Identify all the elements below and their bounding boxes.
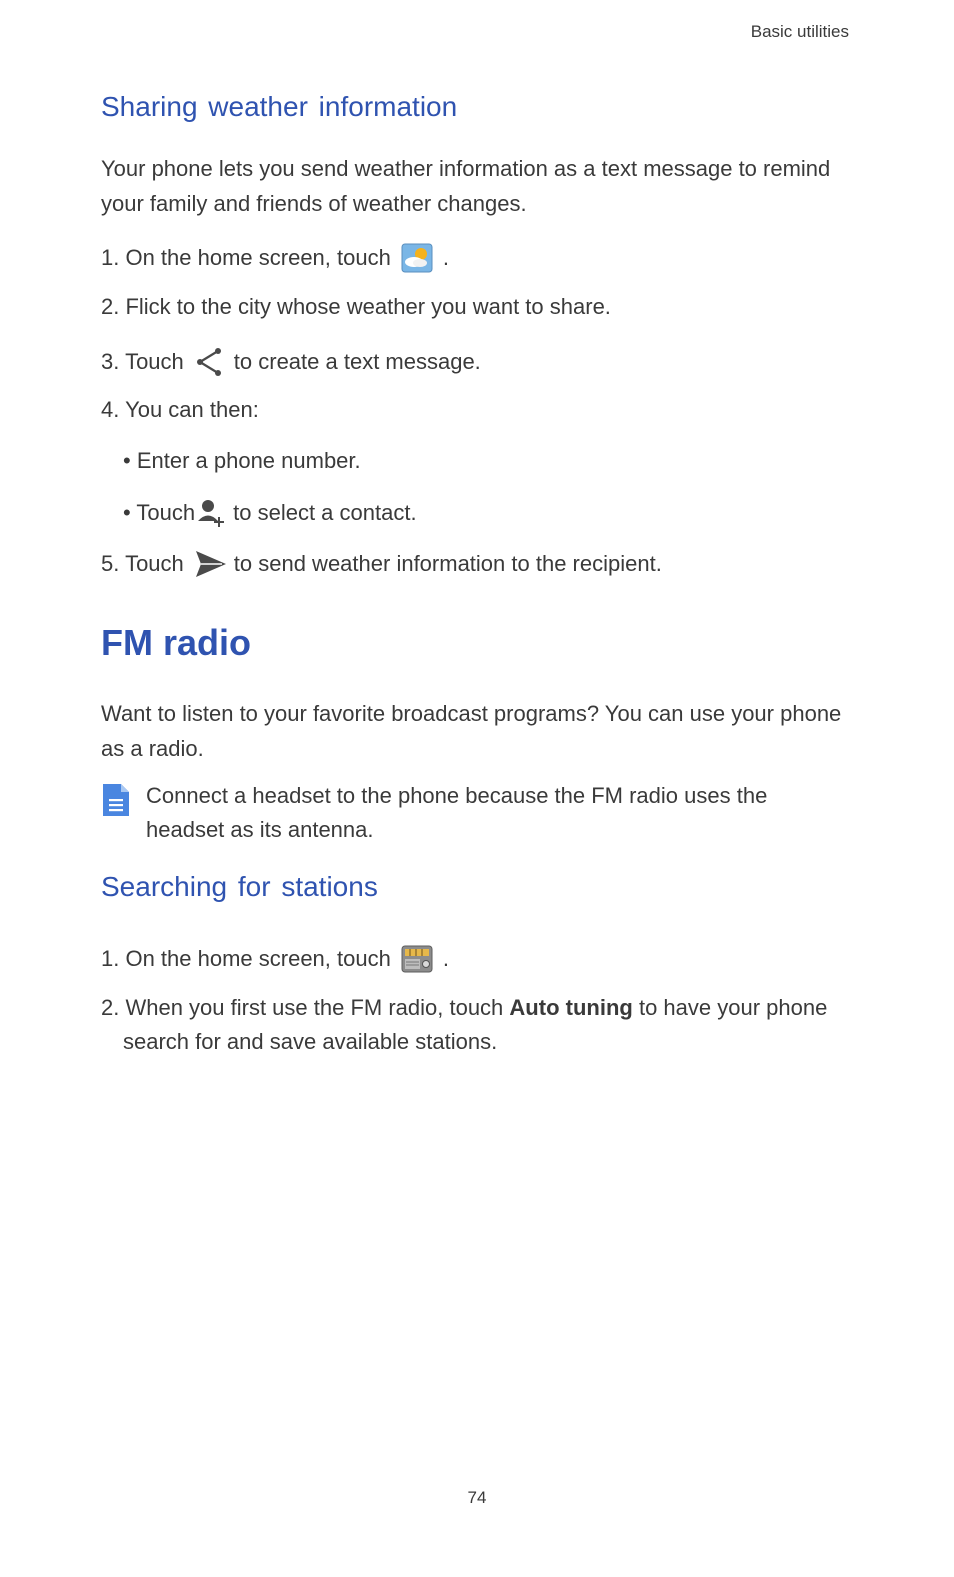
step-text-end: . <box>442 946 449 971</box>
sharing-step-2: 2. Flick to the city whose weather you want to share. <box>101 294 611 319</box>
share-icon <box>194 346 224 378</box>
sharing-step-1 <box>101 243 449 273</box>
fm-intro: Want to listen to your favorite broadcast programs? You can use your phone as a radio. <box>101 701 842 761</box>
auto-tuning-label: Auto tuning <box>509 995 633 1020</box>
running-header: Basic utilities <box>750 22 849 41</box>
note-icon <box>101 782 131 818</box>
step-text-end: to create a text message. <box>233 349 481 374</box>
bullet-text-end: to select a contact. <box>233 500 417 525</box>
step-text: 2. When you first use the FM radio, touch <box>101 995 504 1020</box>
fm-radio-app-icon <box>401 944 433 974</box>
note-text: Connect a headset to the phone because the FM radio uses the headset as its antenna. <box>146 783 768 842</box>
bullet-text: • Touch <box>123 500 196 525</box>
sharing-step-4: 4. You can then: <box>101 397 259 422</box>
step-text-end: to send weather information to the recipient. <box>233 551 662 576</box>
weather-app-icon <box>401 243 433 273</box>
section-title-searching: Searching for stations <box>101 871 378 902</box>
section-title-sharing: Sharing weather information <box>101 91 458 122</box>
step-text: 5. Touch <box>101 551 184 576</box>
searching-step-1 <box>101 944 449 974</box>
sharing-bullet-1: • Enter a phone number. <box>123 448 361 473</box>
page-number: 74 <box>467 1488 487 1507</box>
sharing-bullet-2 <box>123 497 417 529</box>
add-contact-icon <box>195 497 227 529</box>
sharing-intro: Your phone lets you send weather information as a text message to remind your family and friends of weather changes. <box>101 156 831 216</box>
step-text: 3. Touch <box>101 349 184 374</box>
step-text-end: to have your phone <box>638 995 828 1020</box>
send-icon <box>194 549 228 579</box>
searching-step-2 <box>101 991 861 1059</box>
step-text: 1. On the home screen, touch <box>101 245 391 270</box>
step-text-end: . <box>442 245 449 270</box>
section-title-fm-radio: FM radio <box>101 622 251 663</box>
sharing-step-3 <box>101 346 481 378</box>
sharing-step-5 <box>101 549 662 579</box>
step-text: 1. On the home screen, touch <box>101 946 391 971</box>
step-text-line2: search for and save available stations. <box>123 1029 498 1054</box>
